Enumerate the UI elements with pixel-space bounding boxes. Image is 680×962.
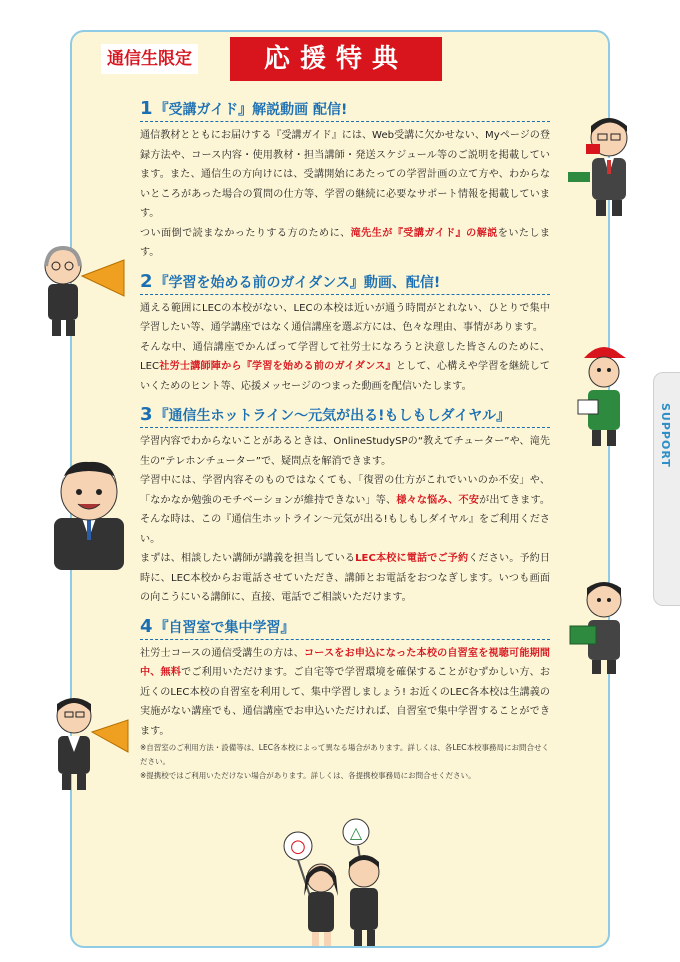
text-run: つい面倒で読まなかったりする方のために、 (140, 227, 351, 239)
circle-sign: ○ (290, 836, 306, 857)
text-run: をいたします。 (140, 227, 551, 258)
character-megaphone2-illustration (40, 690, 136, 794)
highlight-text: 社労士講師陣から『学習を始める前のガイダンス』 (159, 361, 396, 372)
section-paragraph (140, 471, 550, 549)
section-2 (140, 271, 550, 397)
section-title-text: 『受講ガイド』解説動画 配信! (154, 102, 348, 118)
section-number: 4 (140, 615, 153, 637)
text-run: でご利用いただけます。ご自宅等で学習環境を確保することがむずかしい方、お近くのLEC本校の自習室を利用して、集中学習しましょう! お近くのLEC各本校は生講義の実施がない講座でも、通信講座でお申込いただければ、自習室で集中学習することができます。 (140, 667, 550, 737)
text-run: が出てきます。そんな時は、この『通信生ホットライン～元気が出る!もしもしダイヤル』をご利用ください。 (140, 494, 550, 545)
section-paragraph (140, 224, 550, 263)
header-banner: 応援特典 (230, 37, 442, 81)
highlight-text: 滝先生が『受講ガイド』の解説 (350, 227, 498, 239)
section-1 (140, 98, 550, 263)
section-number: 3 (140, 404, 153, 425)
side-index-tab (653, 372, 680, 606)
section-title (140, 98, 550, 122)
section-title-text: 『通信生ホットライン～元気が出る!もしもしダイヤル』 (154, 408, 511, 424)
footnote: ※自習室のご利用方法・設備等は、LEC各本校によって異なる場合があります。詳しくは、各LEC本校事務局にお問合せください。 (140, 743, 549, 766)
section-paragraph (140, 644, 550, 742)
section-paragraph: 学習内容でわからないことがあるときは、OnlineStudySPの“教えてチューター”や、滝先生の“テレホンチューター”で、疑問点を解消できます。 (140, 436, 550, 467)
section-title (140, 616, 550, 640)
text-run: ください。予約日時に、LEC本校からお電話させていただき、講師とお電話をおつなぎします。いつも画面の向こうにいる講師に、直接、電話でご相談いただけます。 (140, 553, 551, 603)
text-run: 社労士コースの通信受講生の方は、 (140, 647, 304, 659)
section-number: 1 (140, 98, 153, 119)
characters-signs-illustration (276, 818, 406, 948)
section-paragraph (140, 549, 550, 608)
highlight-text: 様々な悩み、不安 (396, 494, 480, 506)
triangle-sign: △ (349, 823, 363, 842)
highlight-text: LEC本校に電話でご予約 (355, 553, 469, 564)
character-megaphone-illustration (34, 236, 132, 340)
text-run: 学習中には、学習内容そのものではなくても、「復習の仕方がこれでいいのか不安」や、「なかなか勉強のモチベーションが維持できない」等、 (140, 475, 550, 506)
section-title (140, 404, 550, 428)
footnote: ※提携校ではご利用いただけない場合があります。詳しくは、各提携校事務局にお問合せください。 (140, 771, 476, 780)
section-paragraph: 通える範囲にLECの本校がない、LECの本校は近いが通う時間がとれない、ひとりで集中学習したい等、通学講座ではなく通信講座を選ぶ方には、色々な理由、事情があります。 (140, 302, 550, 333)
section-4 (140, 616, 550, 784)
character-book-illustration (568, 340, 642, 448)
section-title-text: 『自習室で集中学習』 (154, 619, 295, 636)
section-paragraph: 通信教材とともにお届けする『受講ガイド』には、Web受講に欠かせない、Myページの登録方法や、コース内容・使用教材・担当講師・発送スケジュール等のご説明を掲載しています。また、通信生の方向けには、受講開始にあたっての学習計画の立て方や、わからないところがあった場合の質問の仕方等、学習の継続に必要なサポート情報を掲載しています。 (140, 130, 550, 219)
section-number: 2 (140, 270, 153, 292)
section-paragraph (140, 338, 550, 397)
text-run: として、心構えや学習を継続していくためのヒント等、応援メッセージのつまった動画を配信いたします。 (140, 361, 550, 392)
character-phone-illustration (560, 108, 652, 220)
text-run: そんな中、通信講座でかんばって学習して社労士になろうと決意した皆さんのために、LEC (140, 341, 550, 372)
header-label: 通信生限定 (101, 44, 198, 74)
section-3 (140, 404, 550, 608)
character-smiling-man-illustration (44, 454, 134, 570)
side-tab-label: SUPPORT (659, 403, 672, 468)
content-body (140, 98, 550, 791)
character-reading-man-illustration (566, 570, 648, 676)
section-title (140, 271, 550, 295)
text-run: まずは、相談したい講師が講義を担当している (140, 553, 356, 564)
highlight-text: コースをお申込になった本校の自習室を視聴可能期間中、無料 (140, 647, 550, 678)
section-title-text: 『学習を始める前のガイダンス』動画、配信! (154, 274, 441, 291)
